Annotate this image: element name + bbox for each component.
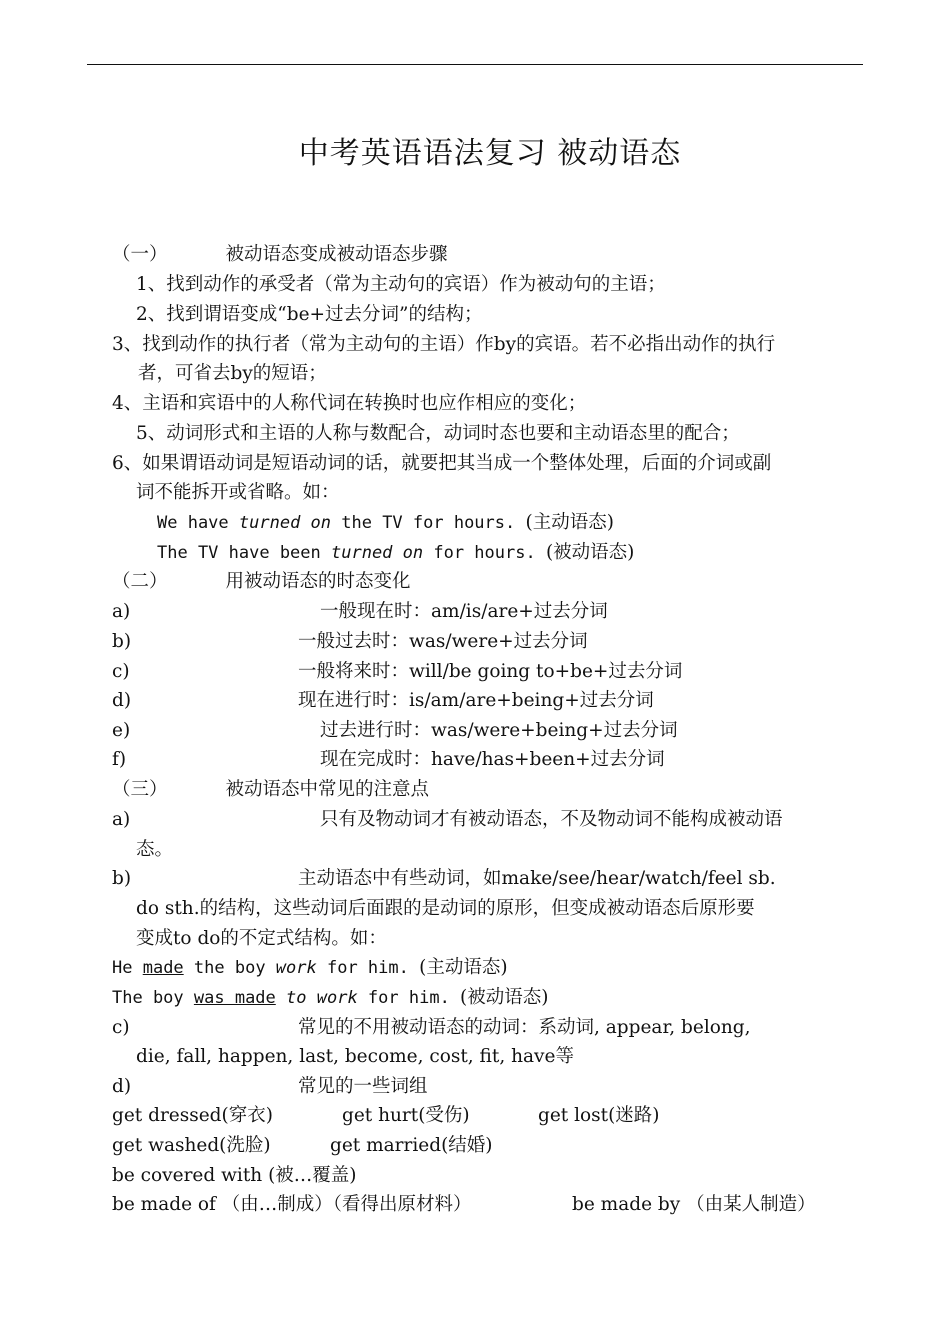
note-b-cont: do sth.的结构，这些动词后面跟的是动词的原形，但变成被动语态后原形要 — [136, 898, 755, 919]
phrase-row — [112, 1193, 816, 1217]
section-number: （二） — [112, 571, 168, 592]
note-c: c) 常见的不用被动语态的动词：系动词, appear, belong, — [112, 1017, 751, 1038]
note-b: b) 主动语态中有些动词，如make/see/hear/watch/feel sb. — [112, 868, 776, 889]
tense-item: d) 现在进行时：is/am/are+being+过去分词 — [112, 690, 654, 711]
phrase: be covered with (被…覆盖) — [112, 1165, 357, 1186]
example-active-1: We have turned on the TV for hours. (主动语态) — [157, 512, 614, 533]
phrase-row — [112, 1134, 493, 1158]
step-3: 3、找到动作的执行者（常为主动句的主语）作by的宾语。若不必指出动作的执行 — [112, 334, 776, 355]
tense-item: f) 现在完成时：have/has+been+过去分词 — [112, 749, 665, 770]
note-c-cont: die, fall, happen, last, become, cost, fit, have等 — [136, 1046, 574, 1067]
step-6-cont: 词不能拆开或省略。如： — [136, 482, 340, 503]
section-2-heading — [112, 570, 411, 594]
phrase: get lost(迷路) — [538, 1105, 660, 1126]
phrase: be made by （由某人制造） — [572, 1194, 816, 1215]
note-a-cont: 态。 — [136, 839, 174, 860]
step-1: 1、找到动作的承受者（常为主动句的宾语）作为被动句的主语； — [136, 274, 666, 295]
tense-item: e) 过去进行时：was/were+being+过去分词 — [112, 720, 678, 741]
phrase: be made of （由…制成）（看得出原材料） — [112, 1194, 472, 1215]
step-4: 4、主语和宾语中的人称代词在转换时也应作相应的变化； — [112, 393, 587, 414]
phrase: get hurt(受伤) — [342, 1105, 470, 1126]
step-5: 5、动词形式和主语的人称与数配合，动词时态也要和主动语态里的配合； — [136, 423, 740, 444]
tense-item: b) 一般过去时：was/were+过去分词 — [112, 631, 588, 652]
tense-item: a) 一般现在时：am/is/are+过去分词 — [112, 601, 608, 622]
section-number: （一） — [112, 244, 168, 265]
step-2: 2、找到谓语变成“be+过去分词”的结构； — [136, 304, 483, 325]
section-1-heading — [112, 243, 448, 267]
note-d: d) 常见的一些词组 — [112, 1076, 428, 1097]
example-active-2: He made the boy work for him. (主动语态) — [112, 957, 508, 978]
section-title: 被动语态中常见的注意点 — [225, 779, 430, 800]
section-3-heading — [112, 778, 429, 802]
phrase: get married(结婚) — [330, 1135, 493, 1156]
phrase: get washed(洗脸) — [112, 1135, 271, 1156]
tense-item: c) 一般将来时：will/be going to+be+过去分词 — [112, 661, 683, 682]
header-rule — [87, 64, 863, 65]
note-a: a) 只有及物动词才有被动语态，不及物动词不能构成被动语 — [112, 809, 783, 830]
phrase-row — [112, 1104, 660, 1128]
step-3-cont: 者，可省去by的短语； — [138, 363, 327, 384]
note-b-cont: 变成to do的不定式结构。如： — [136, 928, 387, 949]
page-title: 中考英语语法复习 被动语态 — [298, 136, 682, 171]
section-number: （三） — [112, 779, 168, 800]
step-6: 6、如果谓语动词是短语动词的话，就要把其当成一个整体处理，后面的介词或副 — [112, 453, 772, 474]
phrase: get dressed(穿衣) — [112, 1105, 273, 1126]
example-passive-2: The boy was made to work for him. (被动语态) — [112, 987, 549, 1008]
example-passive-1: The TV have been turned on for hours. (被动语态) — [157, 542, 635, 563]
section-title: 被动语态变成被动语态步骤 — [225, 244, 448, 265]
section-title: 用被动语态的时态变化 — [225, 571, 411, 592]
